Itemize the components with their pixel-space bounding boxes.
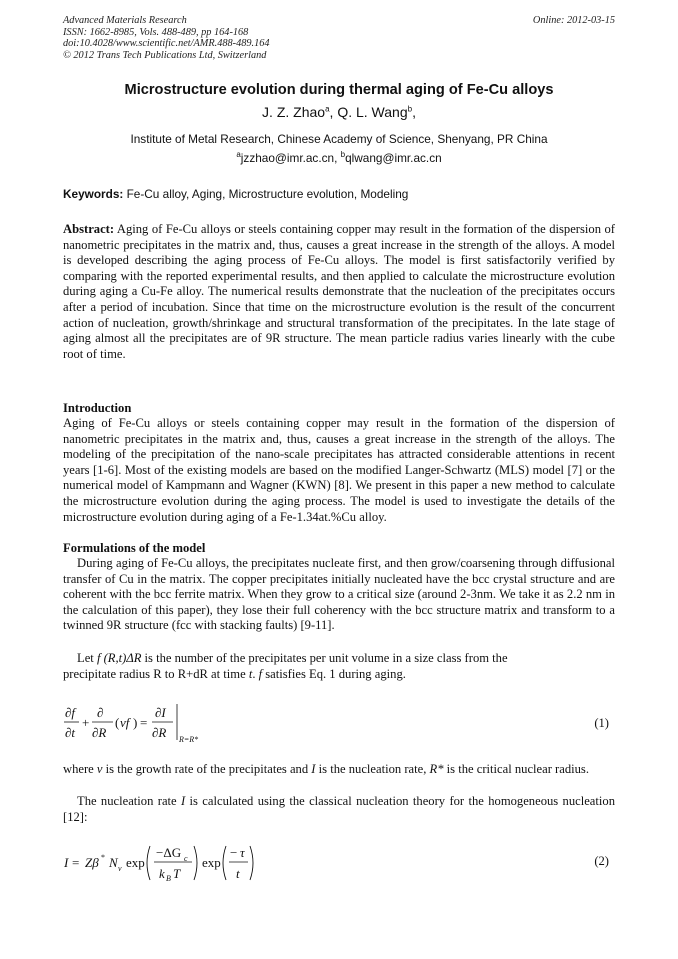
online-date: Online: 2012-03-15 <box>532 15 615 26</box>
email-line <box>63 150 615 165</box>
svg-text:∂f: ∂f <box>65 705 76 720</box>
formulations-paragraph: During aging of Fe-Cu alloys, the precipitates nucleate first, and then grow/coarsening through diffusional transfer of Cu in the matrix. The copper precipitates initially nucleated have the bcc crystal structure and are coherent with the bcc ferrite matrix. When they grow to a critical size (around 2-3nm. We take it as 2.2 nm in the calculation of this paper), they lose their full coherency with the bcc structure matrix and transform to a twinned 9R structure (fcc with stacking faults) [9-11]. <box>63 556 615 633</box>
author-line <box>63 104 615 120</box>
paper-title: Microstructure evolution during thermal aging of Fe-Cu alloys <box>124 82 554 98</box>
svg-text:∂: ∂ <box>97 705 104 720</box>
svg-text:k: k <box>159 866 165 881</box>
svg-text:exp: exp <box>126 855 145 870</box>
abstract-label: Abstract: <box>63 222 115 236</box>
svg-text:c: c <box>184 854 188 863</box>
definition-line <box>63 667 615 683</box>
abstract <box>63 222 615 362</box>
svg-text:N: N <box>109 855 118 870</box>
svg-text:T: T <box>173 866 181 881</box>
definition-paragraph <box>63 651 615 682</box>
svg-text:Zβ: Zβ <box>85 855 99 870</box>
text-run: is the nucleation rate, <box>315 762 430 776</box>
svg-text:=: = <box>140 715 148 730</box>
text-run: is the growth rate of the precipitates and <box>102 762 312 776</box>
definition-line <box>63 651 615 667</box>
journal-name: Advanced Materials Research <box>63 15 187 26</box>
math-symbol: f (R,t)ΔR <box>96 651 142 665</box>
equation-number: (2) <box>594 854 609 868</box>
svg-text:−ΔG: −ΔG <box>156 845 182 860</box>
svg-text:−: − <box>230 845 238 860</box>
abstract-text: Aging of Fe-Cu alloys or steels containing copper may result in the formation of the dispersion of nanometric precipitates in the matrix and, thus, causes a great increase in the strength of the alloys. A model is developed describing the aging process of Fe-Cu alloys. The model is first satisfactorily verified by comparing with the reported experimental results, and then applied to calculate the microstructure evolution during aging a Cu-Fe alloy. The numerical results demonstrate that the nucleation of the precipitates occurs after a period of incubation. Since that time on the microstructure evolution is the result of the concurrent action of nucleation, growth/shrinkage and structural transformation of the precipitates. In the late stage of aging almost all the precipitates are of 9R structure. The mean particle radius varies linearly with the cube root of time. <box>63 222 615 361</box>
text-run: . <box>252 666 259 681</box>
svg-text:∂t: ∂t <box>65 725 76 740</box>
svg-text:vf: vf <box>120 715 130 730</box>
affiliation: Institute of Metal Research, Chinese Academy of Science, Shenyang, PR China <box>130 132 548 146</box>
email-mark: a <box>236 150 241 159</box>
equation-2 <box>63 840 615 886</box>
doi-line: doi:10.4028/www.scientific.net/AMR.488-489.164 <box>63 38 270 50</box>
text-run: Let <box>77 651 97 665</box>
text-run: precipitate radius R to R+dR at time <box>63 666 249 681</box>
math-symbol: I <box>180 794 186 808</box>
text-run: where <box>63 762 97 776</box>
text-run: The nucleation rate <box>77 794 181 808</box>
svg-text:*: * <box>101 853 105 862</box>
keywords <box>63 187 615 201</box>
svg-text:B: B <box>166 874 171 883</box>
where-paragraph <box>63 762 615 778</box>
equation-1 <box>63 700 615 748</box>
journal-header <box>63 15 615 61</box>
svg-text:I: I <box>64 855 69 870</box>
equation-2-formula <box>63 840 283 886</box>
equation-number: (1) <box>594 716 609 730</box>
email-address: qlwang@imr.ac.cn <box>345 150 442 165</box>
text-run: is the number of the precipitates per unit volume in a size class from the <box>141 651 508 665</box>
text-run: is calculated using the classical nucleation theory for the homogeneous nucleation [12]: <box>63 794 615 824</box>
copyright-line: © 2012 Trans Tech Publications Ltd, Switzerland <box>63 49 267 61</box>
svg-text:(: ( <box>115 715 120 730</box>
section-heading-formulations: Formulations of the model <box>63 541 206 555</box>
author-separator: , <box>329 104 338 120</box>
equation-1-formula <box>63 700 263 748</box>
svg-text:exp: exp <box>202 855 221 870</box>
email-mark: b <box>340 150 346 159</box>
section-heading-introduction: Introduction <box>63 401 132 415</box>
svg-text:v: v <box>118 864 122 873</box>
math-symbol: f <box>258 666 263 681</box>
author-line-end: , <box>412 104 416 120</box>
author-name: J. Z. Zhao <box>262 104 326 120</box>
affiliation-mark: a <box>325 104 330 114</box>
text-line <box>63 794 615 825</box>
svg-text:τ: τ <box>240 845 245 860</box>
svg-text:+: + <box>82 715 90 730</box>
svg-text:): ) <box>133 715 138 730</box>
math-symbol: I <box>311 762 316 776</box>
svg-text:=: = <box>72 855 80 870</box>
text-run: is the critical nuclear radius. <box>443 762 589 776</box>
text-run: satisfies Eq. 1 during aging. <box>262 666 406 681</box>
issn-line: ISSN: 1662-8985, Vols. 488-489, pp 164-168 <box>63 26 249 38</box>
email-address: jzzhao@imr.ac.cn, <box>240 150 341 165</box>
keywords-label: Keywords: <box>63 187 124 201</box>
math-symbol: R* <box>429 762 444 776</box>
math-symbol: v <box>96 762 103 776</box>
svg-text:t: t <box>236 866 240 881</box>
svg-text:∂R: ∂R <box>152 725 167 740</box>
svg-text:R=R*: R=R* <box>179 735 199 744</box>
keywords-text: Fe-Cu alloy, Aging, Microstructure evolution, Modeling <box>123 187 409 201</box>
svg-text:∂I: ∂I <box>155 705 166 720</box>
introduction-paragraph: Aging of Fe-Cu alloys or steels containing copper may result in the formation of the dispersion of nanometric precipitates in the matrix and, thus, causes a great increase in the strength of the alloys. The modeling of the precipitation of the nano-scale precipitates has attracted considerable attentions in recent years [1-6]. Most of the existing models are based on the modified Langer-Schwartz (MLS) model [7] or the numerical model of Kampmann and Wagner (KWN) [8]. We present in this paper a new method to calculate the microstructure evolution during the aging process. The model is used to investigate the details of the microstructure evolution during aging of a Fe-1.34at.%Cu alloy. <box>63 416 615 524</box>
math-symbol: t <box>248 666 253 681</box>
author-name: Q. L. Wang <box>337 104 408 120</box>
nucleation-paragraph <box>63 794 615 825</box>
affiliation-mark: b <box>407 104 413 114</box>
svg-text:∂R: ∂R <box>92 725 107 740</box>
